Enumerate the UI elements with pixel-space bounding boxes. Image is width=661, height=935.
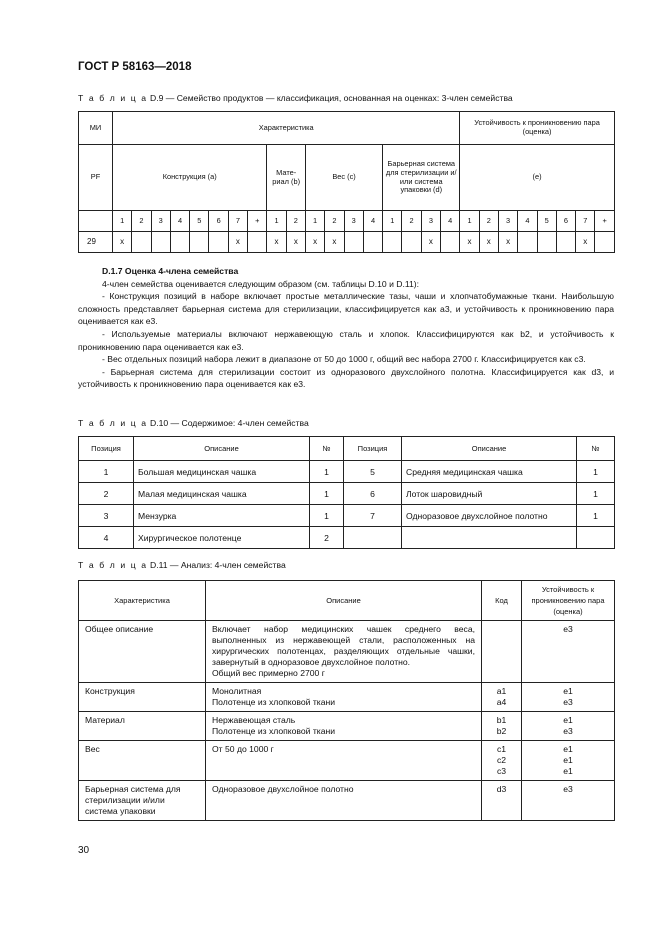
col-header: Позиция [344,437,402,461]
score-line: e1 [563,755,573,765]
score-line: e1 [563,715,573,725]
column-number: 2 [132,211,151,232]
description-cell [206,781,482,821]
score-cell [522,712,615,741]
description-cell [206,741,482,781]
mark-cell [170,232,189,253]
col-header: Описание [206,581,482,621]
cell: 1 [310,483,344,505]
code-line: a4 [496,697,507,707]
paragraph: - Барьерная система для стерилизации состоит из одноразового двухслойного полотна. Классифицируется как d3, и устойчивость к проникновению пара оценивается как e3. [78,366,614,390]
score-line: e1 [563,744,573,754]
description-line: Полотенце из хлопковой ткани [212,726,336,736]
paragraph: - Вес отдельных позиций набора лежит в диапазоне от 50 до 1000 г, общий вес набора 2700 г. Классифицируется как c3. [102,354,586,365]
cell: Большая медицинская чашка [134,461,310,483]
column-number: 3 [498,211,517,232]
section-d17 [78,265,614,391]
column-number: 4 [363,211,382,232]
col-header: Код [482,581,522,621]
mark-cell: x [576,232,595,253]
score-line: e3 [563,697,573,707]
column-number: 1 [305,211,324,232]
description-line: От 50 до 1000 г [212,744,274,754]
score-cell [522,741,615,781]
column-number: 3 [151,211,170,232]
column-number: 5 [190,211,209,232]
col-header: Характеристика [79,581,206,621]
col-header: Описание [134,437,310,461]
mark-cell: x [305,232,324,253]
cell: Средняя медицинская чашка [402,461,577,483]
code-line: a1 [496,686,507,696]
cell: 1 [79,461,134,483]
caption-label: Т а б л и ц а [78,93,148,103]
mark-cell [209,232,228,253]
column-number: 4 [170,211,189,232]
description-line: Нержавеющая сталь [212,715,296,725]
mark-cell [248,232,267,253]
score-cell [522,781,615,821]
code-line: c2 [496,755,507,765]
description-cell [206,683,482,712]
code-cell [482,712,522,741]
code-cell [482,683,522,712]
col-header: № [577,437,615,461]
mark-cell [556,232,575,253]
cell: 1 [577,483,615,505]
code-line: b1 [496,715,507,725]
table-row [79,712,615,741]
mark-cell: x [460,232,479,253]
material-header: Мате- риал (b) [267,145,306,211]
code-line: c1 [496,744,507,754]
score-line: e3 [563,624,573,634]
caption-text: D.10 — Содержимое: 4-член семейства [149,418,309,428]
cell: Хирургическое полотенце [134,527,310,549]
cell: 1 [310,505,344,527]
table-row [79,483,615,505]
table-row [79,505,615,527]
barrier-header: Барьерная система для стерилизации и/или система упаковки (d) [383,145,460,211]
column-number: 1 [460,211,479,232]
mark-cell [518,232,537,253]
mark-cell: x [498,232,517,253]
table-row [79,621,615,683]
column-number: 2 [286,211,305,232]
column-number: 3 [421,211,440,232]
cell: 7 [344,505,402,527]
column-number: 1 [113,211,132,232]
caption-text: D.9 — Семейство продуктов — классификация, основанная на оценках: 3-член семейства [149,93,513,103]
cell: Малая медицинская чашка [134,483,310,505]
column-number: 5 [537,211,556,232]
column-number: 4 [441,211,460,232]
col-header: Устойчивость к проникновению пара (оценка) [522,581,615,621]
cell: Одноразовое двухслойное полотно [402,505,577,527]
table-d9 [78,111,615,253]
column-number: 2 [402,211,421,232]
score-line: e1 [563,766,573,776]
description-cell [206,621,482,683]
code-cell [482,621,522,683]
cell: 2 [79,483,134,505]
mark-cell: x [421,232,440,253]
mark-cell [595,232,614,253]
table-row [79,232,615,253]
cell: 6 [344,483,402,505]
table-row [79,781,615,821]
mark-cell [441,232,460,253]
column-number: + [248,211,267,232]
description-line: Монолитная [212,686,262,696]
cell: 1 [310,461,344,483]
paragraph: - Используемые материалы включают нержавеющую сталь и хлопок. Классифицируются как b2, и устойчивость к проникновению пара оценивается как e3. [78,328,614,352]
code-line: d3 [496,784,507,794]
e-header: (e) [460,145,614,211]
score-line: e3 [563,784,573,794]
caption-label: Т а б л и ц а [78,418,148,428]
table-d10 [78,436,615,549]
column-number: 2 [479,211,498,232]
row-id: 29 [79,232,113,253]
caption-text: D.11 — Анализ: 4-член семейства [149,560,286,570]
cell [577,527,615,549]
description-line: Включает набор медицинских чашек среднего веса, выполненных из нержавеющей стали, расположенных на хирургических полотенцах, разделяющих отдельные чашки, завернутый в одноразовое двухслойное полотно. [212,624,475,667]
mark-cell: x [228,232,247,253]
characteristic-cell: Материал [79,712,206,741]
table-d10-caption [78,418,309,428]
cell [402,527,577,549]
score-line: e1 [563,686,573,696]
mark-cell: x [267,232,286,253]
description-line: Одноразовое двухслойное полотно [212,784,354,794]
mark-cell [537,232,556,253]
page-number: 30 [78,845,90,856]
column-number: 3 [344,211,363,232]
column-number: 7 [576,211,595,232]
code-line: b2 [496,726,507,736]
table-row [79,527,615,549]
cell: 1 [577,505,615,527]
cell: Мензурка [134,505,310,527]
cell: 4 [79,527,134,549]
mark-cell: x [113,232,132,253]
column-number: 1 [267,211,286,232]
characteristic-cell: Конструкция [79,683,206,712]
table-d11 [78,580,615,821]
empty-cell [79,211,113,232]
mark-cell [402,232,421,253]
cell: 1 [577,461,615,483]
column-number: 7 [228,211,247,232]
table-row [79,741,615,781]
table-d11-caption [78,560,286,570]
pf-header: PF [79,145,113,211]
cell: 3 [79,505,134,527]
column-number: 1 [383,211,402,232]
mark-cell [344,232,363,253]
caption-label: Т а б л и ц а [78,560,148,570]
mark-cell [151,232,170,253]
paragraph: 4-член семейства оценивается следующим образом (см. таблицы D.10 и D.11): [102,278,420,289]
cell: Лоток шаровидный [402,483,577,505]
characteristic-cell: Общее описание [79,621,206,683]
mark-cell: x [286,232,305,253]
description-line: Полотенце из хлопковой ткани [212,697,336,707]
mark-cell [383,232,402,253]
mi-header: МИ [79,112,113,145]
table-row [79,683,615,712]
characteristic-cell: Барьерная система для стерилизации и/или система упаковки [79,781,206,821]
construction-header: Конструкция (a) [113,145,267,211]
column-number: 6 [556,211,575,232]
mark-cell: x [479,232,498,253]
cell: 2 [310,527,344,549]
mark-cell: x [325,232,344,253]
table-d9-caption [78,93,513,103]
column-number: 6 [209,211,228,232]
mark-cell [190,232,209,253]
weight-header: Вес (c) [305,145,382,211]
steam-resistance-header: Устойчивость к проникновению пара (оценка) [460,112,614,145]
characteristic-header: Характеристика [113,112,460,145]
code-line: c3 [496,766,507,776]
column-number: 2 [325,211,344,232]
col-header: Позиция [79,437,134,461]
column-number: + [595,211,614,232]
score-line: e3 [563,726,573,736]
description-line: Общий вес примерно 2700 г [212,668,325,678]
mark-cell [363,232,382,253]
description-cell [206,712,482,741]
score-cell [522,621,615,683]
paragraph: - Конструкция позиций в наборе включает простые металлические тазы, чаши и хлопчатобумажные ткани. Наибольшую сложность представляет барьерная система для стерилизации, классифицируется как a3, и устойчивость к проникновению пара оценивается как e3. [78,291,614,327]
col-header: Описание [402,437,577,461]
col-header: № [310,437,344,461]
code-cell [482,781,522,821]
column-number: 4 [518,211,537,232]
cell [344,527,402,549]
section-heading: D.1.7 Оценка 4-члена семейства [102,266,239,276]
cell: 5 [344,461,402,483]
code-cell [482,741,522,781]
characteristic-cell: Вес [79,741,206,781]
number-row [79,211,615,232]
table-row [79,461,615,483]
score-cell [522,683,615,712]
standard-code: ГОСТ Р 58163—2018 [78,61,192,73]
mark-cell [132,232,151,253]
